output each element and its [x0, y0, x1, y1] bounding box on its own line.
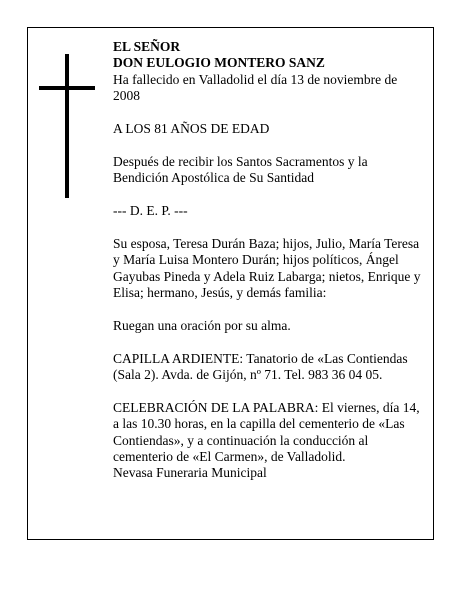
chapel-text: Tanatorio de «Las Contiendas (Sala 2). Avda. de Gijón, nº 71. Tel. 983 36 04 05.: [113, 350, 408, 383]
family-list: Su esposa, Teresa Durán Baza; hijos, Julio, María Teresa y María Luisa Montero Durán; hijos políticos, Ángel Gayubas Pineda y Adela Ruiz Labarga; nietos, Enrique y Elisa; hermano, Jesús, y demás familia:: [113, 235, 421, 301]
deceased-name: DON EULOGIO MONTERO SANZ: [113, 55, 325, 71]
prayer-request: Ruegan una oración por su alma.: [113, 317, 291, 333]
obituary-text: [113, 39, 425, 482]
celebration-label: CELEBRACIÓN DE LA PALABRA:: [113, 399, 319, 415]
cross-vertical-bar: [65, 54, 69, 198]
sacraments-notice: Después de recibir los Santos Sacramentos y la Bendición Apostólica de Su Santidad: [113, 153, 368, 186]
chapel-label: CAPILLA ARDIENTE:: [113, 350, 244, 366]
cross-horizontal-bar: [39, 86, 95, 90]
death-notice: Ha fallecido en Valladolid el día 13 de noviembre de 2008: [113, 71, 398, 104]
celebration-text: El viernes, día 14, a las 10.30 horas, en la capilla del cementerio de «Las Contiendas», y a continuación la conducción al cementerio de «El Carmen», de Valladolid.: [113, 399, 420, 465]
funeral-home: Nevasa Funeraria Municipal: [113, 465, 267, 481]
title-line-1: EL SEÑOR: [113, 39, 181, 54]
chapel-info: [113, 351, 425, 384]
age-notice: A LOS 81 AÑOS DE EDAD: [113, 121, 270, 137]
dep-line: --- D. E. P. ---: [113, 203, 188, 219]
celebration-info: [113, 400, 425, 466]
